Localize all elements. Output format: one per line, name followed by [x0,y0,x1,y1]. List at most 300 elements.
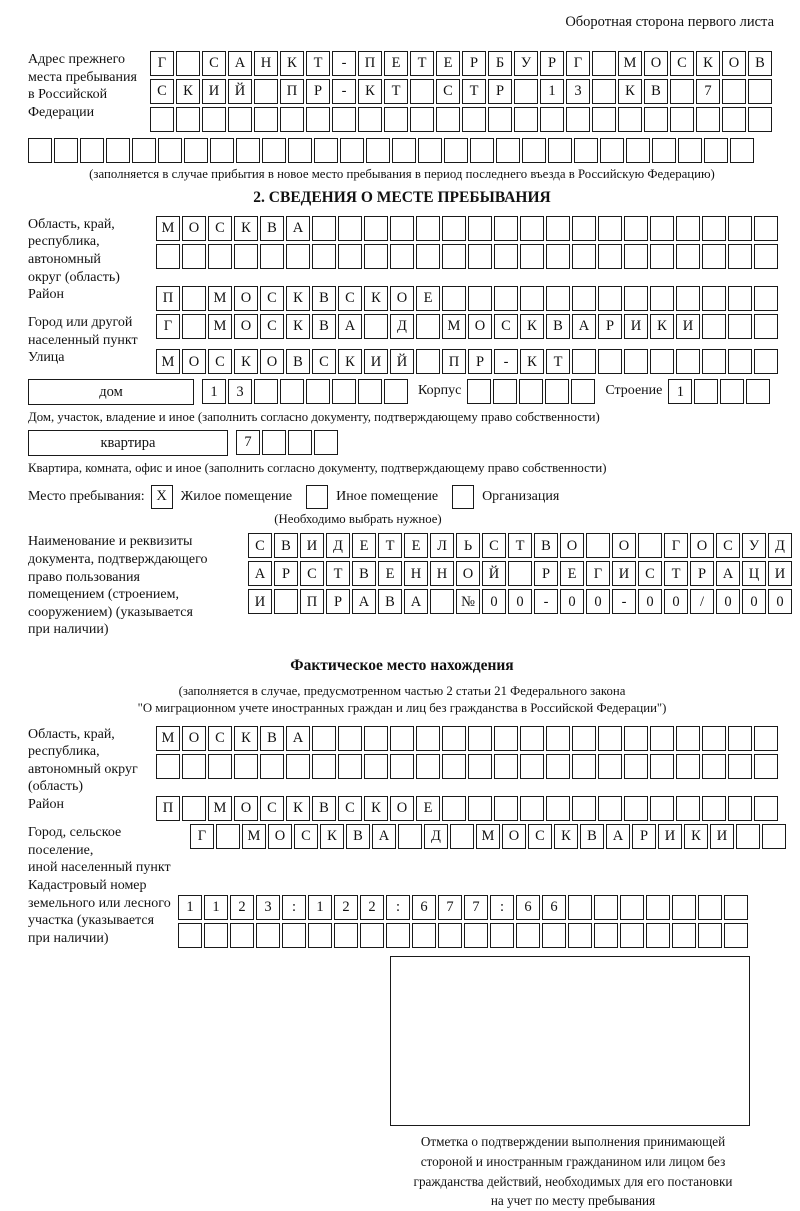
char-cell-filled: : [386,895,410,920]
char-cell-filled: № [456,589,480,614]
prev-address-row-3 [150,107,776,132]
char-cell-filled: В [274,533,298,558]
char-cell-empty [736,824,760,849]
char-cell-empty [468,796,492,821]
char-cell-filled: О [560,533,584,558]
char-cell-filled: К [696,51,720,76]
char-cell-empty [754,796,778,821]
char-cell-filled: 6 [542,895,566,920]
char-cell-empty [592,79,616,104]
char-cell-filled: П [156,796,180,821]
char-cell-filled: Т [664,561,688,586]
char-cell-filled: П [358,51,382,76]
actual-district-block [28,796,776,824]
char-cell-filled: К [320,824,344,849]
char-cell-filled: И [676,314,700,339]
char-cell-empty [464,923,488,948]
char-cell-empty [540,107,564,132]
char-cell-filled: С [260,796,284,821]
char-cell-filled: А [572,314,596,339]
char-cell-empty [520,754,544,779]
char-cell-filled: 7 [696,79,720,104]
house-line [28,379,776,407]
char-cell-empty [620,895,644,920]
char-cell-filled: Е [436,51,460,76]
char-cell-filled: В [312,286,336,311]
char-cell-empty [364,244,388,269]
char-cell-empty [702,286,726,311]
char-cell-empty [676,754,700,779]
char-cell-empty [210,138,234,163]
char-cell-empty [728,286,752,311]
char-cell-filled: О [234,286,258,311]
char-cell-empty [182,244,206,269]
char-cell-empty [496,138,520,163]
char-cell-filled: Р [306,79,330,104]
char-cell-empty [390,216,414,241]
district-block [28,286,776,314]
char-cell-filled: С [436,79,460,104]
char-cell-filled: У [514,51,538,76]
char-cell-empty [358,107,382,132]
char-cell-filled: К [234,726,258,751]
char-cell-empty [720,379,744,404]
street-row [156,349,778,374]
char-cell-empty [360,923,384,948]
char-cell-filled: Р [540,51,564,76]
char-cell-filled: - [494,349,518,374]
actual-place-note [28,683,776,718]
char-cell-empty [571,379,595,404]
region-rows [156,216,776,272]
char-cell-empty [430,589,454,614]
char-cell-filled: М [208,314,232,339]
char-cell-filled: М [156,726,180,751]
char-cell-empty [594,895,618,920]
char-cell-empty [234,244,258,269]
text-line: в Российской [28,87,108,103]
char-cell-filled: С [716,533,740,558]
char-cell-filled: О [268,824,292,849]
char-cell-empty [650,796,674,821]
char-cell-empty [594,923,618,948]
char-cell-filled: М [442,314,466,339]
char-cell-empty [598,796,622,821]
char-cell-empty [754,726,778,751]
char-cell-empty [546,796,570,821]
char-cell-empty [598,286,622,311]
char-cell-filled: С [260,314,284,339]
char-cell-filled: 2 [360,895,384,920]
char-cell-empty [182,754,206,779]
district-label: Район [28,287,64,303]
char-cell-empty [384,107,408,132]
document-row-1 [248,533,785,558]
char-cell-filled: 0 [664,589,688,614]
char-cell-empty [416,314,440,339]
char-cell-filled: С [260,286,284,311]
char-cell-empty [488,107,512,132]
char-cell-empty [650,216,674,241]
text-line: Федерации [28,104,95,120]
char-cell-empty [754,314,778,339]
section2-title: 2. СВЕДЕНИЯ О МЕСТЕ ПРЕБЫВАНИЯ [253,188,551,206]
char-cell-empty [312,754,336,779]
char-cell-empty [618,107,642,132]
stay-option-organization-label: Организация [482,488,560,504]
stroenie-label: Строение [605,383,663,399]
char-cell-filled: 2 [230,895,254,920]
char-cell-empty [178,923,202,948]
char-cell-empty [442,754,466,779]
char-cell-empty [442,726,466,751]
text-line: при наличии) [28,622,109,638]
char-cell-filled: К [520,349,544,374]
apartment-note: Квартира, комната, офис и иное (заполнить согласно документу, подтверждающему право собственности) [28,461,607,475]
char-cell-filled: В [346,824,370,849]
char-cell-empty [516,923,540,948]
char-cell-empty [468,726,492,751]
cadastre-block [28,877,776,951]
char-cell-filled: 1 [178,895,202,920]
char-cell-empty [754,754,778,779]
char-cell-filled: М [618,51,642,76]
char-cell-empty [262,138,286,163]
stay-option-residential-label: Жилое помещение [180,488,293,504]
char-cell-empty [522,138,546,163]
char-cell-empty [514,107,538,132]
char-cell-filled: С [338,286,362,311]
char-cell-empty [546,726,570,751]
char-cell-empty [546,244,570,269]
char-cell-empty [228,107,252,132]
char-cell-empty [698,895,722,920]
char-cell-filled: 7 [236,430,260,455]
apartment-line [28,430,776,458]
char-cell-empty [650,349,674,374]
char-cell-empty [508,561,532,586]
char-cell-filled: С [482,533,506,558]
text-line: иной населенный пункт [28,860,171,876]
char-cell-empty [572,754,596,779]
char-cell-filled: 0 [482,589,506,614]
char-cell-filled: Ь [456,533,480,558]
char-cell-filled: Й [482,561,506,586]
char-cell-empty [334,923,358,948]
city-block [28,314,776,349]
char-cell-empty [754,286,778,311]
stay-type-note: (Необходимо выбрать нужное) [274,511,442,526]
char-cell-empty [254,79,278,104]
stay-option-other-checkbox [306,485,328,509]
char-cell-filled: Т [508,533,532,558]
stay-option-organization-checkbox [452,485,474,509]
text-line: при наличии) [28,930,109,946]
char-cell-empty [436,107,460,132]
char-cell-filled: Г [566,51,590,76]
char-cell-empty [490,923,514,948]
char-cell-filled: С [338,796,362,821]
char-cell-empty [444,138,468,163]
char-cell-empty [412,923,436,948]
char-cell-filled: Т [378,533,402,558]
house-cells [202,379,408,404]
char-cell-empty [470,138,494,163]
char-cell-filled: 1 [668,379,692,404]
apartment-cells [236,430,338,455]
char-cell-empty [748,79,772,104]
char-cell-filled: М [208,796,232,821]
char-cell-empty [256,923,280,948]
char-cell-filled: С [248,533,272,558]
char-cell-empty [572,349,596,374]
stay-option-other-label: Иное помещение [336,488,439,504]
char-cell-empty [306,379,330,404]
char-cell-filled: О [260,349,284,374]
char-cell-empty [230,923,254,948]
char-cell-filled: О [390,286,414,311]
house-note: Дом, участок, владение и иное (заполнить согласно документу, подтверждающему право собственности) [28,410,600,425]
char-cell-filled: Д [768,533,792,558]
char-cell-filled: М [156,349,180,374]
char-cell-filled: Е [384,51,408,76]
char-cell-empty [746,379,770,404]
char-cell-empty [646,895,670,920]
char-cell-filled: И [612,561,636,586]
char-cell-empty [314,138,338,163]
char-cell-filled: С [208,216,232,241]
char-cell-empty [254,107,278,132]
char-cell-filled: К [234,216,258,241]
char-cell-filled: К [554,824,578,849]
char-cell-empty [280,379,304,404]
char-cell-empty [598,216,622,241]
char-cell-filled: Р [326,589,350,614]
char-cell-empty [702,216,726,241]
actual-district-label: Район [28,797,64,813]
region-row-1 [156,216,776,241]
char-cell-filled: В [546,314,570,339]
char-cell-filled: П [300,589,324,614]
char-cell-filled: И [248,589,272,614]
char-cell-empty [638,533,662,558]
text-line: автономный [28,251,101,267]
char-cell-empty [548,138,572,163]
char-cell-empty [182,286,206,311]
char-cell-filled: М [156,216,180,241]
prev-address-note: (заполняется в случае прибытия в новое место пребывания в период последнего въезда в Российскую Федерацию) [89,167,715,181]
char-cell-empty [546,754,570,779]
text-line: Область, край, [28,216,115,232]
char-cell-empty [390,754,414,779]
char-cell-filled: Р [468,349,492,374]
char-cell-empty [410,79,434,104]
char-cell-empty [624,349,648,374]
char-cell-filled: О [234,796,258,821]
char-cell-empty [702,314,726,339]
char-cell-filled: Е [416,796,440,821]
text-line: республика, [28,234,100,250]
char-cell-empty [728,314,752,339]
char-cell-empty [702,796,726,821]
char-cell-empty [624,244,648,269]
text-line: Наименование и реквизиты [28,534,193,550]
char-cell-filled: Й [390,349,414,374]
char-cell-empty [494,286,518,311]
char-cell-empty [704,138,728,163]
char-cell-filled: А [716,561,740,586]
char-cell-empty [676,216,700,241]
char-cell-empty [545,379,569,404]
char-cell-empty [624,286,648,311]
char-cell-empty [204,923,228,948]
region-row-2 [156,244,776,269]
char-cell-empty [468,244,492,269]
text-line: Город или другой [28,315,133,331]
char-cell-filled: К [176,79,200,104]
char-cell-empty [28,138,52,163]
char-cell-filled: М [476,824,500,849]
char-cell-filled: О [390,796,414,821]
char-cell-empty [676,796,700,821]
stay-option-residential-checkbox: X [151,485,173,509]
char-cell-filled: С [638,561,662,586]
char-cell-empty [450,824,474,849]
char-cell-empty [392,138,416,163]
stay-type-row [28,485,776,509]
char-cell-filled: К [286,314,310,339]
text-line: Область, край, [28,726,115,742]
char-cell-filled: Т [410,51,434,76]
char-cell-filled: Л [430,533,454,558]
char-cell-empty [288,138,312,163]
char-cell-empty [338,726,362,751]
char-cell-empty [676,349,700,374]
document-row-3 [248,589,784,614]
char-cell-filled: С [294,824,318,849]
prev-address-row-2 [150,79,776,104]
char-cell-filled: А [404,589,428,614]
text-line: "О миграционном учете иностранных граждан и лиц без гражданства в Российской Федерации") [137,701,667,716]
char-cell-filled: О [182,349,206,374]
text-line: Отметка о подтверждении выполнения принимающей [420,1133,726,1149]
char-cell-filled: Т [546,349,570,374]
char-cell-empty [678,138,702,163]
text-line: сооружением) (указывается [28,604,193,620]
char-cell-filled: О [612,533,636,558]
char-cell-empty [572,796,596,821]
char-cell-empty [676,726,700,751]
char-cell-empty [156,754,180,779]
char-cell-filled: : [490,895,514,920]
char-cell-empty [670,107,694,132]
char-cell-filled: 0 [742,589,766,614]
char-cell-filled: К [650,314,674,339]
char-cell-empty [624,216,648,241]
confirmation-stamp-box [390,956,750,1126]
char-cell-empty [598,244,622,269]
document-label [28,533,248,639]
char-cell-filled: Г [664,533,688,558]
char-cell-filled: Т [384,79,408,104]
char-cell-filled: 6 [516,895,540,920]
char-cell-empty [728,216,752,241]
char-cell-filled: Н [430,561,454,586]
actual-city-block [28,824,776,877]
char-cell-empty [762,824,786,849]
char-cell-empty [520,796,544,821]
text-line: Город, сельское поселение, [28,825,122,858]
house-field-box: дом [28,379,194,405]
char-cell-filled: 0 [508,589,532,614]
char-cell-empty [312,244,336,269]
char-cell-filled: О [182,216,206,241]
char-cell-empty [652,138,676,163]
char-cell-filled: В [352,561,376,586]
char-cell-empty [672,923,696,948]
char-cell-empty [702,244,726,269]
char-cell-filled: К [286,286,310,311]
char-cell-filled: 7 [438,895,462,920]
char-cell-empty [306,107,330,132]
char-cell-empty [338,216,362,241]
char-cell-filled: К [234,349,258,374]
char-cell-empty [754,244,778,269]
text-line: автономный округ [28,761,138,777]
cadastre-row-1 [178,895,776,920]
char-cell-filled: П [280,79,304,104]
char-cell-empty [358,379,382,404]
actual-city-row [190,824,786,849]
char-cell-empty [650,244,674,269]
char-cell-filled: О [722,51,746,76]
char-cell-filled: 1 [308,895,332,920]
char-cell-empty [236,138,260,163]
char-cell-filled: К [684,824,708,849]
char-cell-filled: Р [462,51,486,76]
char-cell-empty [728,349,752,374]
korpus-cells [467,379,595,404]
char-cell-filled: Р [690,561,714,586]
prev-address-block [28,51,776,135]
char-cell-filled: И [364,349,388,374]
text-line: право пользования [28,569,140,585]
char-cell-empty [442,216,466,241]
char-cell-filled: И [768,561,792,586]
char-cell-filled: Д [390,314,414,339]
char-cell-empty [442,796,466,821]
char-cell-empty [702,349,726,374]
char-cell-empty [364,314,388,339]
char-cell-empty [182,796,206,821]
char-cell-empty [572,726,596,751]
char-cell-empty [288,430,312,455]
region-label [28,216,156,287]
actual-region-label [28,726,156,797]
char-cell-empty [208,244,232,269]
char-cell-filled: А [228,51,252,76]
char-cell-filled: И [202,79,226,104]
char-cell-empty [724,895,748,920]
char-cell-filled: 3 [566,79,590,104]
char-cell-filled: С [150,79,174,104]
char-cell-filled: Г [156,314,180,339]
char-cell-filled: Г [586,561,610,586]
char-cell-empty [626,138,650,163]
char-cell-empty [572,216,596,241]
char-cell-empty [722,79,746,104]
char-cell-empty [566,107,590,132]
